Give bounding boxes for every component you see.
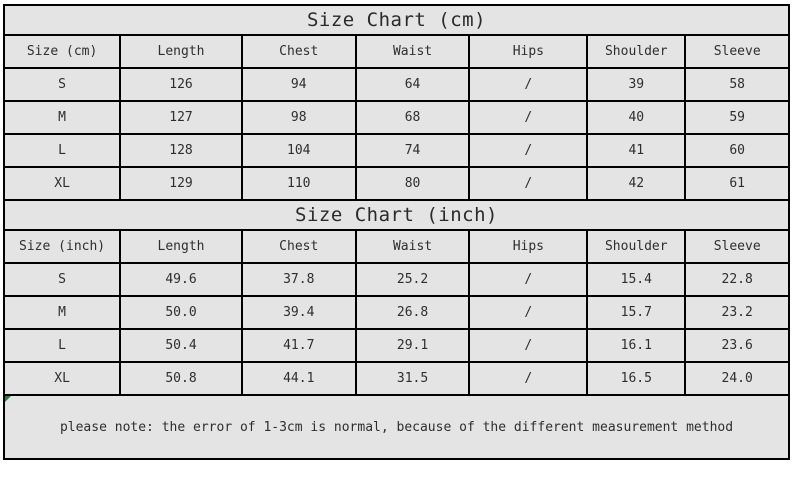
data-cell: / bbox=[469, 329, 587, 362]
data-cell: 29.1 bbox=[356, 329, 470, 362]
size-label-cell: L bbox=[4, 134, 120, 167]
data-cell: 39.4 bbox=[242, 296, 356, 329]
table-row bbox=[4, 296, 789, 329]
data-cell: 60 bbox=[685, 134, 789, 167]
data-cell: 50.4 bbox=[120, 329, 242, 362]
data-cell: 58 bbox=[685, 68, 789, 101]
data-cell: 98 bbox=[242, 101, 356, 134]
data-cell: 23.2 bbox=[685, 296, 789, 329]
table-row bbox=[4, 263, 789, 296]
data-cell: 50.0 bbox=[120, 296, 242, 329]
table-row bbox=[4, 329, 789, 362]
data-cell: 39 bbox=[587, 68, 685, 101]
data-cell: / bbox=[469, 296, 587, 329]
data-cell: 41 bbox=[587, 134, 685, 167]
data-cell: 37.8 bbox=[242, 263, 356, 296]
size-chart-cm-title: Size Chart (cm) bbox=[4, 5, 789, 35]
size-label-cell: XL bbox=[4, 167, 120, 200]
data-cell: 42 bbox=[587, 167, 685, 200]
data-cell: 23.6 bbox=[685, 329, 789, 362]
data-cell: 50.8 bbox=[120, 362, 242, 395]
data-cell: / bbox=[469, 167, 587, 200]
column-header: Waist bbox=[356, 35, 470, 68]
data-cell: 61 bbox=[685, 167, 789, 200]
data-cell: 49.6 bbox=[120, 263, 242, 296]
table-row bbox=[4, 68, 789, 101]
size-chart-inch-table bbox=[3, 199, 790, 396]
data-cell: 26.8 bbox=[356, 296, 470, 329]
data-cell: 94 bbox=[242, 68, 356, 101]
data-cell: 44.1 bbox=[242, 362, 356, 395]
column-header: Hips bbox=[469, 35, 587, 68]
data-cell: / bbox=[469, 101, 587, 134]
data-cell: 16.5 bbox=[587, 362, 685, 395]
column-header: Shoulder bbox=[587, 230, 685, 263]
data-cell: 104 bbox=[242, 134, 356, 167]
title-row bbox=[4, 5, 789, 35]
size-chart-cm-table bbox=[3, 4, 790, 201]
measurement-note bbox=[3, 394, 790, 460]
column-header: Sleeve bbox=[685, 230, 789, 263]
column-header: Hips bbox=[469, 230, 587, 263]
column-header: Waist bbox=[356, 230, 470, 263]
data-cell: / bbox=[469, 263, 587, 296]
size-label-cell: M bbox=[4, 296, 120, 329]
table-row bbox=[4, 134, 789, 167]
data-cell: 129 bbox=[120, 167, 242, 200]
data-cell: 16.1 bbox=[587, 329, 685, 362]
data-cell: 40 bbox=[587, 101, 685, 134]
data-cell: 41.7 bbox=[242, 329, 356, 362]
table-row bbox=[4, 101, 789, 134]
data-cell: / bbox=[469, 362, 587, 395]
column-header: Shoulder bbox=[587, 35, 685, 68]
note-text: please note: the error of 1-3cm is normal, because of the different measurement method bbox=[59, 419, 734, 435]
data-cell: 68 bbox=[356, 101, 470, 134]
data-cell: / bbox=[469, 134, 587, 167]
size-label-cell: S bbox=[4, 68, 120, 101]
column-header: Length bbox=[120, 35, 242, 68]
column-header: Sleeve bbox=[685, 35, 789, 68]
data-cell: 64 bbox=[356, 68, 470, 101]
header-row bbox=[4, 230, 789, 263]
column-header: Size (inch) bbox=[4, 230, 120, 263]
data-cell: 15.7 bbox=[587, 296, 685, 329]
data-cell: 25.2 bbox=[356, 263, 470, 296]
data-cell: 126 bbox=[120, 68, 242, 101]
table-row bbox=[4, 167, 789, 200]
column-header: Chest bbox=[242, 35, 356, 68]
column-header: Size (cm) bbox=[4, 35, 120, 68]
column-header: Length bbox=[120, 230, 242, 263]
header-row bbox=[4, 35, 789, 68]
data-cell: 59 bbox=[685, 101, 789, 134]
size-label-cell: L bbox=[4, 329, 120, 362]
data-cell: 31.5 bbox=[356, 362, 470, 395]
data-cell: 110 bbox=[242, 167, 356, 200]
title-row bbox=[4, 200, 789, 230]
size-chart-inch-title: Size Chart (inch) bbox=[4, 200, 789, 230]
data-cell: / bbox=[469, 68, 587, 101]
size-label-cell: M bbox=[4, 101, 120, 134]
size-label-cell: XL bbox=[4, 362, 120, 395]
data-cell: 80 bbox=[356, 167, 470, 200]
size-label-cell: S bbox=[4, 263, 120, 296]
data-cell: 128 bbox=[120, 134, 242, 167]
data-cell: 127 bbox=[120, 101, 242, 134]
table-row bbox=[4, 362, 789, 395]
data-cell: 22.8 bbox=[685, 263, 789, 296]
data-cell: 15.4 bbox=[587, 263, 685, 296]
data-cell: 74 bbox=[356, 134, 470, 167]
corner-marker-icon bbox=[5, 396, 11, 402]
data-cell: 24.0 bbox=[685, 362, 789, 395]
column-header: Chest bbox=[242, 230, 356, 263]
